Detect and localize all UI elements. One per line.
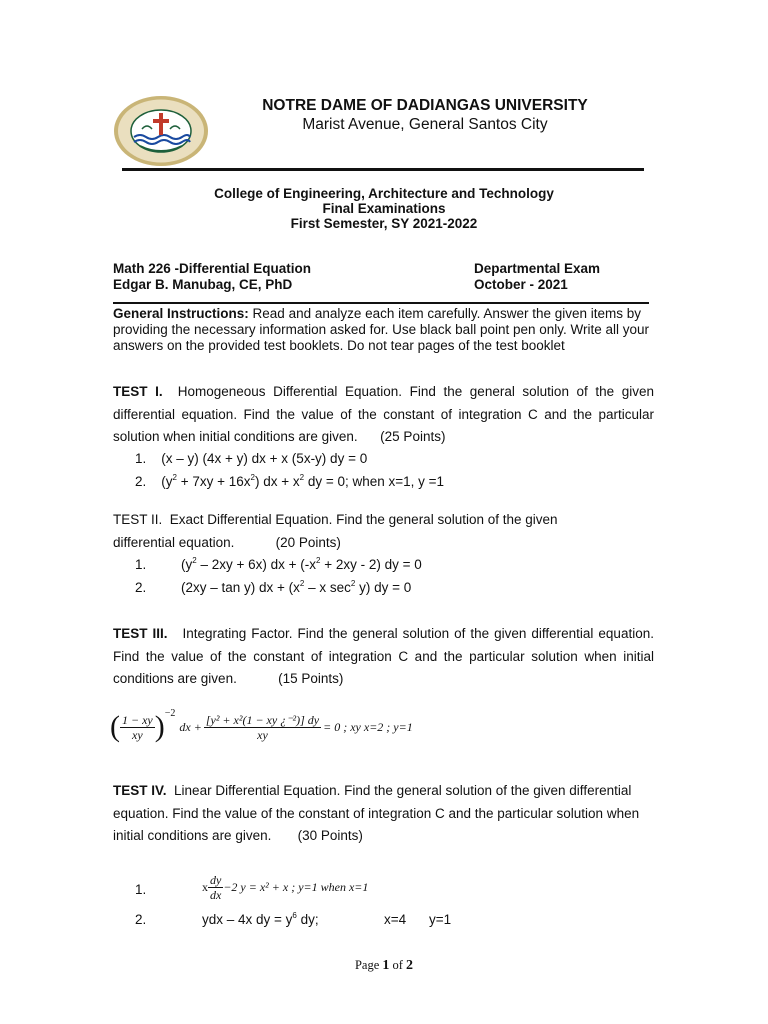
- instructions-text: Read and analyze each item carefully. Answer the given items by providing the necessary information asked for. Use black ball point pen only. Write all your answers on the provided test booklets. Do not tear pages of the test booklet: [113, 306, 650, 353]
- test1-description: [113, 381, 654, 449]
- test1-item-2: [135, 474, 444, 489]
- item-equation: (x – y) (4x + y) dx + x (5x-y) dy = 0: [161, 451, 368, 466]
- test3-text: Integrating Factor. Find the general solution of the given differential equation. Find the value of the constant of integration C and the particular solution when initial conditions are given.: [113, 626, 654, 686]
- header-divider: [122, 168, 644, 171]
- test3-equation: ( $\frac{1 - xy}{xy}$ ) −2 dx + $\frac{\text{[y² + x²(1 − xy ¿⁻²)] dy}}{xy}$ = 0 ; xy x=2 ; y=1: [110, 707, 413, 743]
- test3-label: TEST III.: [113, 626, 168, 641]
- test4-item-2: [135, 912, 146, 927]
- test2-label: TEST II.: [113, 512, 163, 527]
- university-address: Marist Avenue, General Santos City: [302, 116, 548, 133]
- test4-item-1-equation: x $\frac{dy}{dx}$ −2 y = x² + x ; y=1 when x=1: [202, 873, 369, 902]
- instructions-label: General Instructions:: [113, 306, 249, 321]
- general-instructions: [113, 306, 653, 354]
- university-name: NOTRE DAME OF DADIANGAS UNIVERSITY: [262, 97, 588, 114]
- item-number: 1.: [135, 557, 147, 572]
- test3-points: (15 Points): [278, 671, 344, 686]
- course-subject: Math 226 -Differential Equation: [113, 261, 312, 276]
- test2-item-2-equation: (2xy – tan y) dx + ($x^2$ – x $\sec^2 y$) dy = 0: [181, 579, 412, 595]
- test1-item-1: [135, 451, 367, 466]
- test4-label: TEST IV.: [113, 783, 167, 798]
- test3-description: [113, 623, 654, 691]
- test4-description: [113, 780, 654, 848]
- test1-points: (25 Points): [380, 429, 446, 444]
- test2-description: [113, 509, 613, 554]
- university-seal: [112, 95, 210, 167]
- test2-text: Exact Differential Equation. Find the general solution of the given differential equation.: [113, 512, 558, 550]
- test2-item-1: [135, 557, 146, 572]
- test1-text: Homogeneous Differential Equation. Find the general solution of the given differential equation. Find the value of the constant of integration C and the particular solution when initial conditions are given.: [113, 384, 654, 444]
- test4-points: (30 Points): [297, 828, 363, 843]
- page-indicator: Page 1 of 2: [354, 958, 414, 973]
- test4-item-2-equation: ydx – 4x dy = $y^6$ dy;: [202, 911, 319, 927]
- info-divider: [113, 302, 649, 304]
- test2-points: (20 Points): [275, 534, 341, 550]
- test2-item-2: [135, 580, 146, 595]
- test4-item-2-condition-x: x=4: [384, 912, 407, 927]
- test1-label: TEST I.: [113, 384, 163, 399]
- course-instructor: Edgar B. Manubag, CE, PhD: [113, 277, 293, 292]
- test4-text: Linear Differential Equation. Find the general solution of the given differential equation. Find the value of the constant of integration C and the particular solution when initial conditions are given.: [113, 783, 640, 843]
- item-number: 2.: [135, 912, 147, 927]
- exam-title: Final Examinations: [322, 201, 446, 216]
- exam-date: October - 2021: [474, 277, 568, 292]
- item-number: 1.: [135, 882, 147, 897]
- item-number: 2.: [135, 580, 147, 595]
- exam-type: Departmental Exam: [474, 261, 601, 276]
- item-number: 2.: [135, 474, 147, 489]
- test4-item-1: [135, 882, 146, 897]
- item-number: 1.: [135, 451, 147, 466]
- test4-item-2-condition-y: y=1: [429, 912, 452, 927]
- semester: First Semester, SY 2021-2022: [290, 216, 478, 231]
- test2-item-1-equation: $(y^2 - 2xy + 6x)$ dx + $(-x^2 + 2xy - 2)$ dy = 0: [181, 556, 422, 572]
- item-equation: $(y^2 + 7xy + 16x^2)$ dx + $x^2$ dy = 0; when x=1, y =1: [161, 473, 445, 489]
- college-name: College of Engineering, Architecture and Technology: [214, 186, 554, 201]
